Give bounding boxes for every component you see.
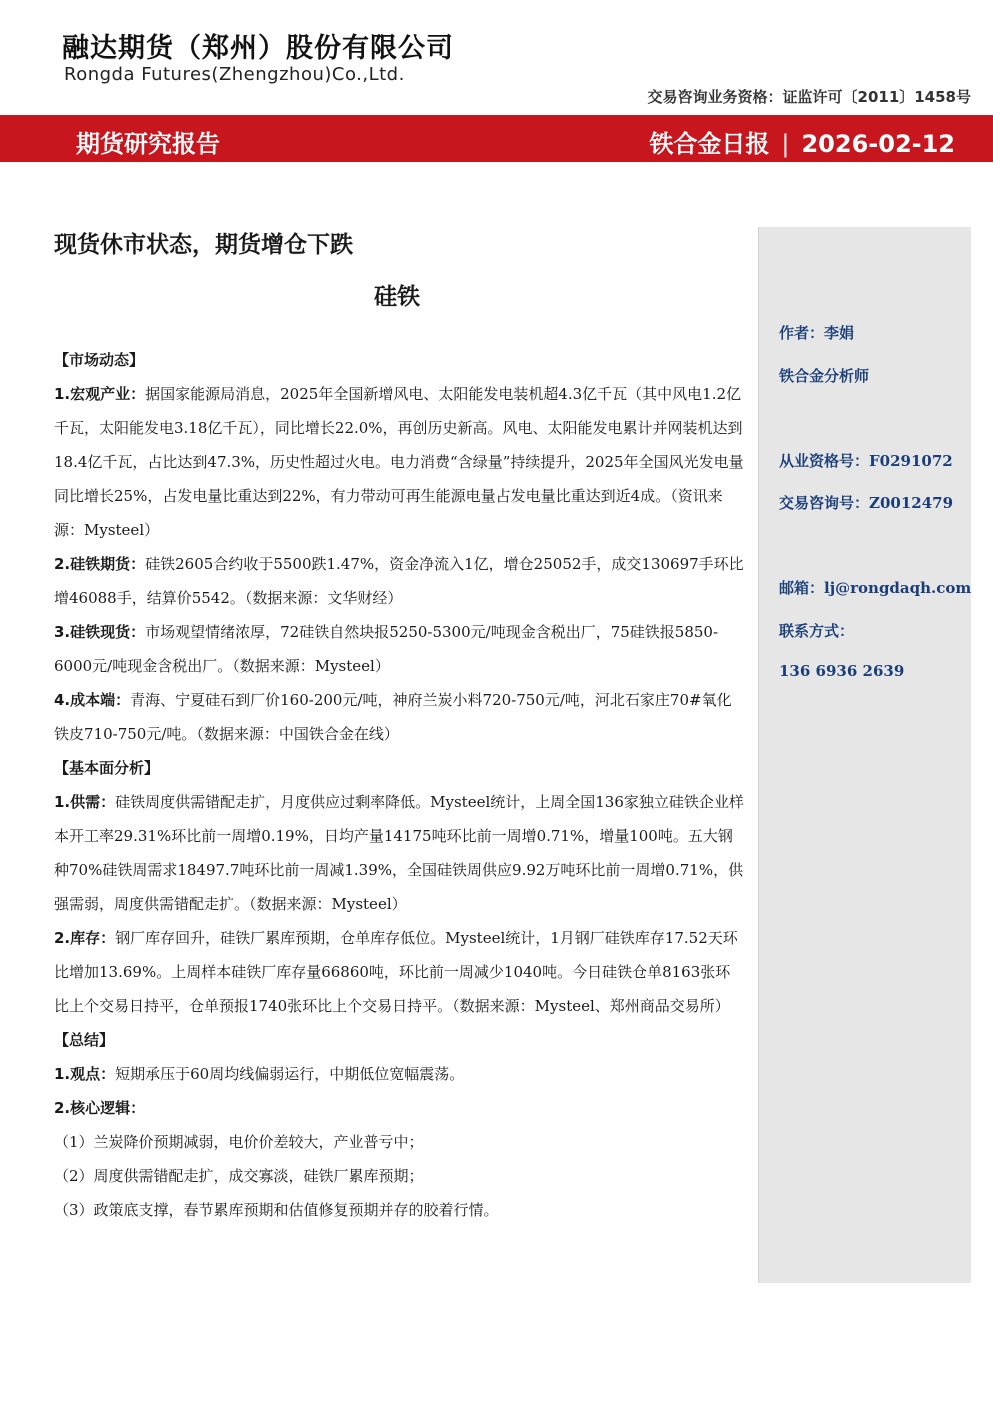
item-text: 钢厂库存回升，硅铁厂累库预期，仓单库存低位。Mysteel统计，1月钢厂硅铁库存17.52天环比增加13.69%。上周样本硅铁厂库存量66860吨，环比前一周减少1040吨。今日硅铁仓单8163张环比上个交易日持平，仓单预报1740张环比上个交易日持平。（数据来源：Mysteel、郑州商品交易所） xyxy=(54,929,738,1015)
logic-item: （1）兰炭降价预期减弱，电价价差较大，产业普亏中； xyxy=(54,1133,424,1151)
banner-left-title: 期货研究报告 xyxy=(76,130,220,158)
main-content xyxy=(54,343,744,1227)
company-name-cn: 融达期货（郑州）股份有限公司 xyxy=(62,33,454,64)
item-text: 据国家能源局消息，2025年全国新增风电、太阳能发电装机超4.3亿千瓦（其中风电1.2亿千瓦，太阳能发电3.18亿千瓦），同比增长22.0%，再创历史新高。风电、太阳能发电累计并网装机达到18.4亿千瓦，占比达到47.3%，历史性超过火电。电力消费“含绿量”持续提升，2025年全国风光发电量同比增长25%，占发电量比重达到22%，有力带动可再生能源电量占发电量比重达到近4成。（资讯来源：Mysteel） xyxy=(54,385,744,539)
summary-view xyxy=(54,1057,744,1091)
author-title: 铁合金分析师 xyxy=(779,367,870,385)
license-text: 交易咨询业务资格：证监许可〔2011〕1458号 xyxy=(647,88,971,106)
item-label: 1.观点： xyxy=(54,1065,116,1083)
phone-number: 136 6936 2639 xyxy=(779,662,905,680)
subject-title: 硅铁 xyxy=(374,284,420,310)
item-label: 3.硅铁现货： xyxy=(54,623,146,641)
contact-label: 联系方式： xyxy=(779,622,855,640)
item-text: 市场观望情绪浓厚，72硅铁自然块报5250-5300元/吨现金含税出厂，75硅铁报5850-6000元/吨现金含税出厂。（数据来源：Mysteel） xyxy=(54,623,719,675)
fundamental-item-supply xyxy=(54,785,744,921)
item-label: 1.供需： xyxy=(54,793,116,811)
logic-item: （2）周度供需错配走扩，成交寡淡，硅铁厂累库预期； xyxy=(54,1167,424,1185)
logic-item: （3）政策底支撑，春节累库预期和估值修复预期并存的胶着行情。 xyxy=(54,1201,499,1219)
item-label: 4.成本端： xyxy=(54,691,131,709)
item-text: 青海、宁夏硅石到厂价160-200元/吨，神府兰炭小料720-750元/吨，河北石家庄70#氧化铁皮710-750元/吨。（数据来源：中国铁合金在线） xyxy=(54,691,732,743)
email-link[interactable]: 邮箱：lj@rongdaqh.com xyxy=(779,579,972,597)
section-heading-summary: 【总结】 xyxy=(54,1031,115,1049)
author-name: 作者：李娟 xyxy=(779,324,855,342)
section-heading-market: 【市场动态】 xyxy=(54,351,145,369)
item-text: 短期承压于60周均线偏弱运行，中期低位宽幅震荡。 xyxy=(115,1065,465,1083)
section-heading-fundamental: 【基本面分析】 xyxy=(54,759,160,777)
company-name-en: Rongda Futures(Zhengzhou)Co.,Ltd. xyxy=(64,64,405,85)
market-item-spot xyxy=(54,615,744,683)
market-item-cost xyxy=(54,683,744,751)
item-label: 2.库存： xyxy=(54,929,116,947)
report-banner xyxy=(0,115,993,162)
banner-right xyxy=(649,124,955,159)
qualification-number: 从业资格号：F0291072 xyxy=(779,452,953,470)
banner-separator: | xyxy=(781,130,790,158)
item-text: 硅铁2605合约收于5500跌1.47%，资金净流入1亿，增仓25052手，成交130697手环比增46088手，结算价5542。（数据来源：文华财经） xyxy=(54,555,744,607)
consult-number: 交易咨询号：Z0012479 xyxy=(779,494,954,512)
item-text: 硅铁周度供需错配走扩，月度供应过剩率降低。Mysteel统计，上周全国136家独立硅铁企业样本开工率29.31%环比前一周增0.19%，日均产量14175吨环比前一周增0.71%，增量100吨。五大钢种70%硅铁周需求18497.7吨环比前一周减1.39%，全国硅铁周供应9.92万吨环比前一周增0.71%，供强需弱，周度供需错配走扩。（数据来源：Mysteel） xyxy=(54,793,744,913)
fundamental-item-inventory xyxy=(54,921,744,1023)
report-date: 2026-02-12 xyxy=(801,130,955,158)
item-label: 2.硅铁期货： xyxy=(54,555,146,573)
item-label: 1.宏观产业： xyxy=(54,385,146,403)
market-item-futures xyxy=(54,547,744,615)
summary-logic-label xyxy=(54,1091,744,1125)
headline: 现货休市状态，期货增仓下跌 xyxy=(54,232,353,258)
market-item-macro xyxy=(54,377,744,547)
item-label: 2.核心逻辑： xyxy=(54,1099,146,1117)
report-name: 铁合金日报 xyxy=(649,130,770,158)
